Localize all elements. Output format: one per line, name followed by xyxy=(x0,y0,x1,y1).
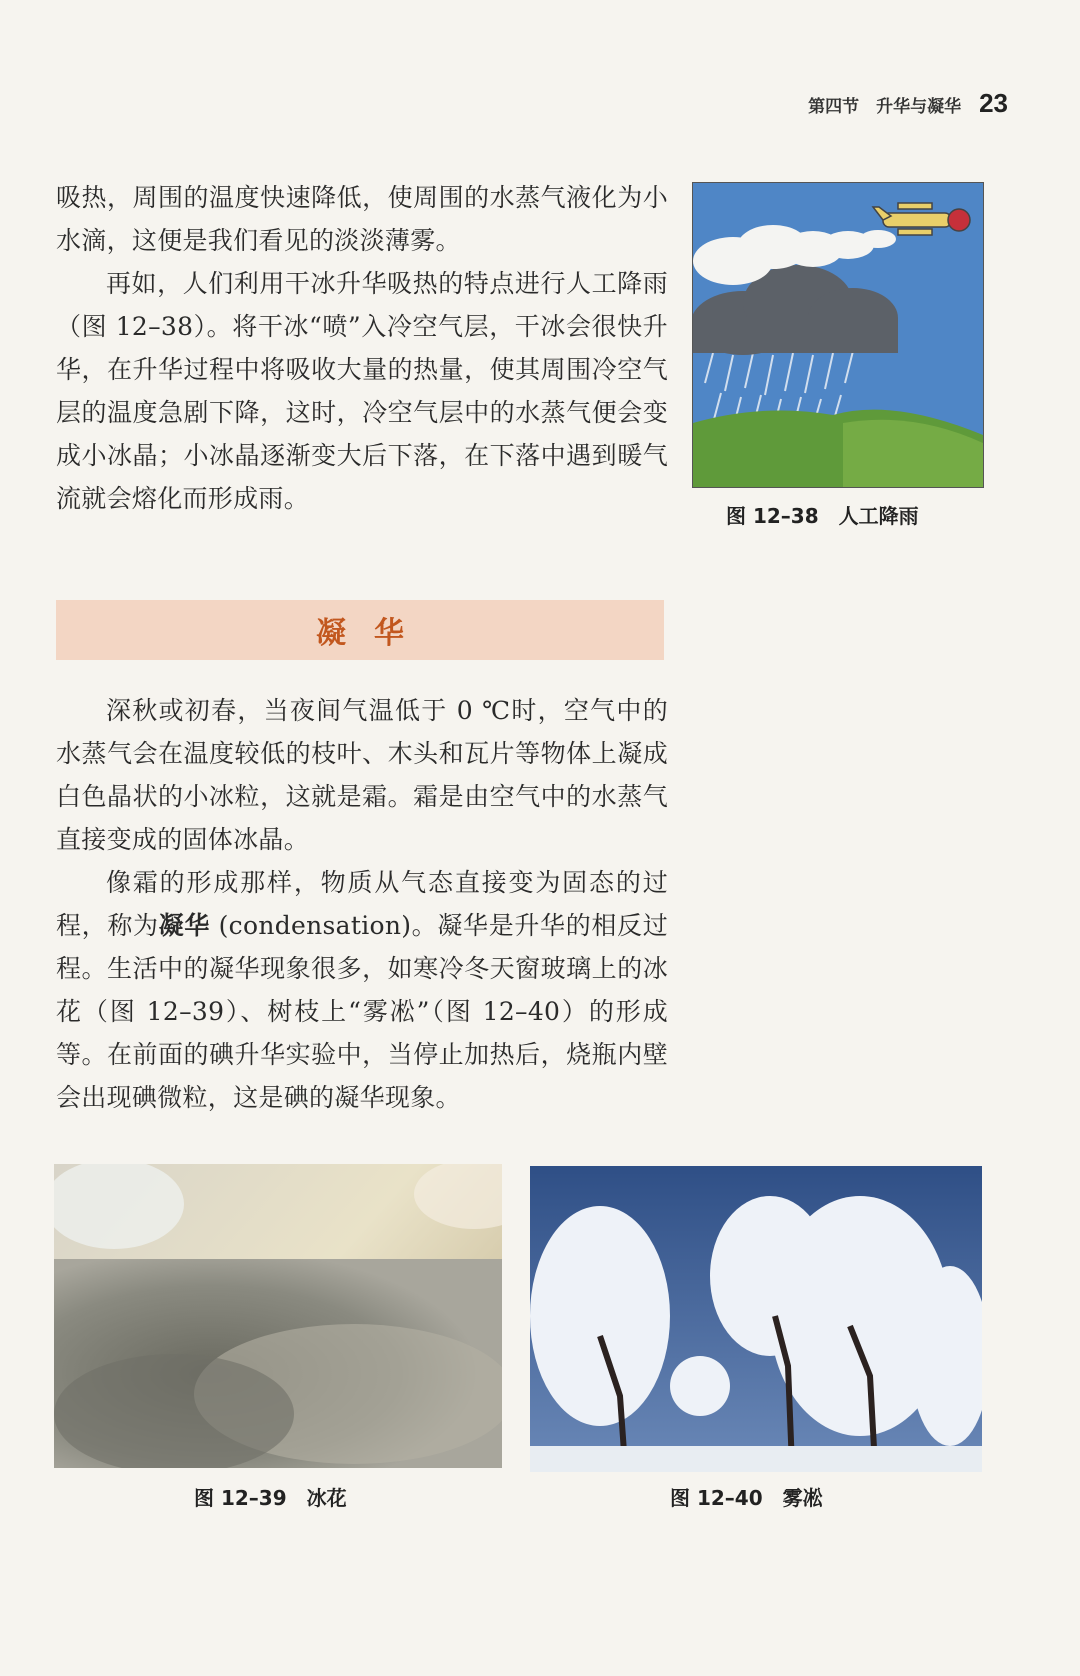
figure-window-frost xyxy=(54,1164,502,1468)
page-header xyxy=(808,88,1008,119)
figure-caption: 图 12–40 雾凇 xyxy=(670,1486,823,1510)
page-number: 23 xyxy=(979,88,1008,118)
paragraph xyxy=(56,861,668,1119)
text-column-top xyxy=(56,176,668,520)
rime-trees-photo xyxy=(530,1166,982,1472)
paragraph: 深秋或初春，当夜间气温低于 0 ℃时，空气中的水蒸气会在温度较低的枝叶、木头和瓦片等物体上凝成白色晶状的小冰粒，这就是霜。霜是由空气中的水蒸气直接变成的固体冰晶。 xyxy=(56,696,668,854)
airplane-cloud-rain-illustration xyxy=(693,183,983,487)
key-term: 凝华 xyxy=(158,911,211,940)
section-label: 第四节 升华与凝华 xyxy=(808,97,962,117)
figure-rime-trees xyxy=(530,1166,982,1472)
figure-caption: 图 12–38 人工降雨 xyxy=(726,504,919,528)
text-column-bottom xyxy=(56,689,668,1119)
figure-artificial-rain xyxy=(692,182,984,488)
window-frost-photo xyxy=(54,1164,502,1468)
paragraph-text: (condensation)。凝华是升华的相反过程。生活中的凝华现象很多，如寒冷冬天窗玻璃上的冰花（图 12–39）、树枝上“雾凇”（图 12–40）的形成等。在前面的碘升华实验中，当停止加热后，烧瓶内壁会出现碘微粒，这是碘的凝华现象。 xyxy=(56,911,668,1112)
paragraph: 再如，人们利用干冰升华吸热的特点进行人工降雨（图 12–38）。将干冰“喷”入冷空气层，干冰会很快升华，在升华过程中将吸收大量的热量，使其周围冷空气层的温度急剧下降，这时，冷空气层中的水蒸气便会变成小冰晶；小冰晶逐渐变大后下落，在下落中遇到暖气流就会熔化而形成雨。 xyxy=(56,269,668,513)
figure-caption: 图 12–39 冰花 xyxy=(194,1486,347,1510)
section-heading-bar xyxy=(56,600,664,660)
section-title: 凝华 xyxy=(316,616,432,651)
paragraph: 吸热，周围的温度快速降低，使周围的水蒸气液化为小水滴，这便是我们看见的淡淡薄雾。 xyxy=(56,183,668,255)
paragraph-text: 像霜的形成那样，物质从气态直接变为固态的过程，称为 xyxy=(56,868,668,940)
